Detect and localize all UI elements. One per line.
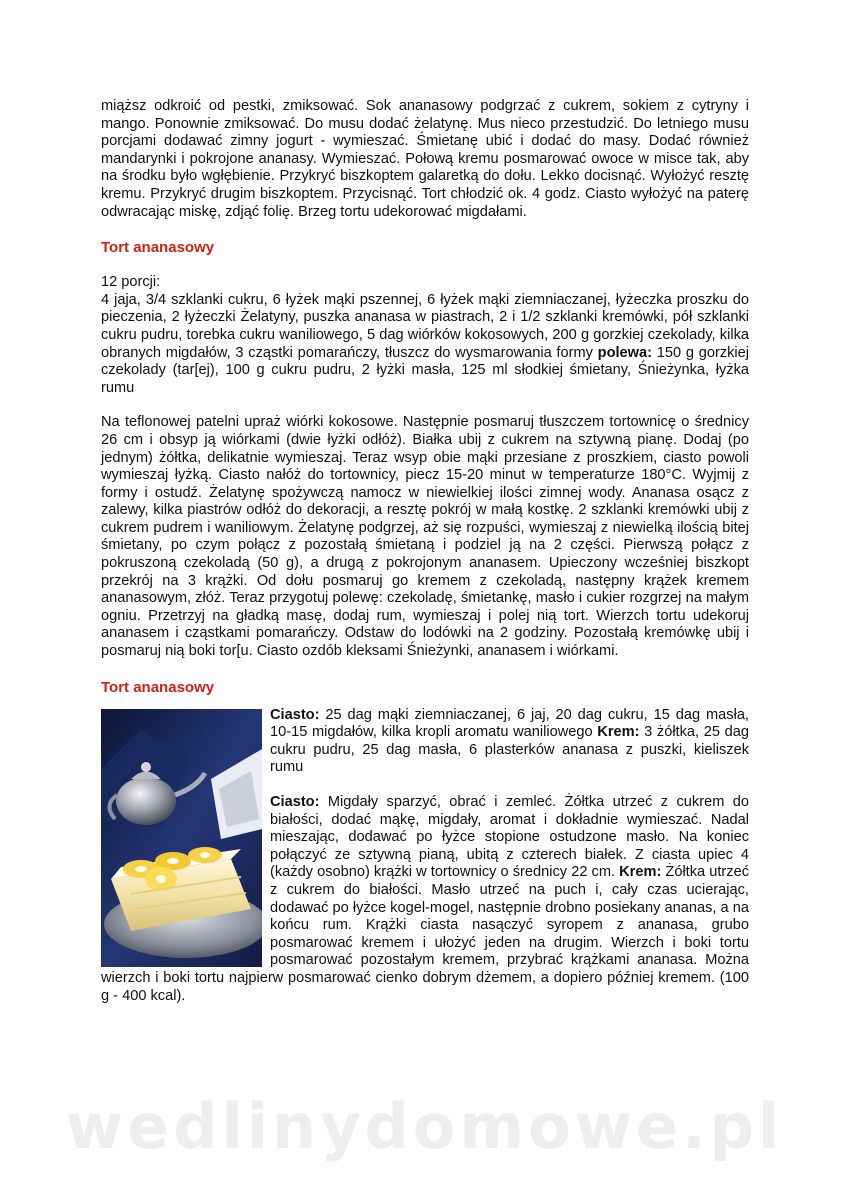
recipe1-portions: 12 porcji: bbox=[101, 274, 161, 291]
recipe1-title: Tort ananasowy bbox=[101, 239, 215, 257]
cake-photo-illustration bbox=[101, 709, 262, 967]
recipe2-method-ciasto-label: Ciasto: bbox=[270, 794, 320, 810]
recipe2-krem-label: Krem: bbox=[597, 724, 640, 741]
recipe2-method-krem-label: Krem: bbox=[619, 864, 662, 881]
cake-photo bbox=[101, 709, 262, 967]
recipe1-ingredients-text: 4 jaja, 3/4 szklanki cukru, 6 łyżek mąki pszennej, 6 łyżek mąki ziemniaczanej, łyżeczka proszku do pieczenia, 2 łyżeczki Żelatyny, puszka ananasa w piastrach, 2 i 1/2 szklanki kremówki, pół szklanki cukru pudru, torebka cukru waniliowego, 5 dag wiórków kokosowych, 200 g gorzkiej czekolady, kilka obranych migdałów, 3 cząstki pomarańczy, tłuszcz do wysmarowania formy bbox=[101, 291, 749, 361]
recipe1-method: Na teflonowej patelni upraż wiórki kokosowe. Następnie posmaruj tłuszczem tortownicę o średnicy 26 cm i obsyp ją wiórkami (dwie łyżki odłóż). Białka ubij z cukrem na sztywną pianę. Dodaj (po jednym) żółtka, delikatnie wymieszaj. Teraz wsyp obie mąki przesiane z proszkiem, ciasto powoli wymieszaj łyżką. Ciasto nałóż do tortownicy, piecz 15-20 minut w temperaturze 180°C. Wyjmij z formy i ostudź. Żelatynę spożywczą namocz w niewielkiej ilości zimnej wody. Ananasa osącz z zalewy, kilka piastrów odłóż do dekoracji, a resztę pokrój w małą kostkę. 2 szklanki kremówki ubij z cukrem pudrem i waniliowym. Żelatynę podgrzej, aż się rozpuści, wymieszaj z niewielką ilością bitej śmietany, po czym połącz z pozostałą śmietaną i podziel ją na 2 części. Pierwszą połącz z pokruszoną czekoladą (50 g), a drugą z pokrojonym ananasem. Upieczony wcześniej biszkopt przekrój na 3 krążki. Od dołu posmaruj go kremem z czekoladą, następny krążek kremem ananasowym, złóż. Teraz przygotuj polewę: czekoladę, śmietankę, masło i cukier rozgrzej na małym ogniu. Przetrzyj na gładką masę, dodaj rum, wymieszaj i polej nią tort. Wierzch tortu udekoruj ananasem i cząstkami pomarańczy. Odstaw do lodówki na 2 godziny. Pozostałą kremówkę ubij i posmaruj nią boki tor[u. Ciasto ozdób kleksami Śnieżynki, ananasem i wiórkami. bbox=[101, 414, 749, 660]
recipe1-polewa-text: 150 g gorzkiej czekolady (tar[ej), 100 g cukru pudru, 2 łyżki masła, 125 ml słodkiej śmietany, Śnieżynka, łyżka rumu bbox=[101, 344, 749, 396]
recipe2-ciasto-label: Ciasto: bbox=[270, 706, 320, 723]
document-body bbox=[101, 98, 749, 1005]
recipe2-method-krem: Żółtka utrzeć z cukrem do białości. Masło utrzeć na puch i, cały czas ucierając, dodawać po łyżce kogel-mogel, następnie drobno posiekany ananas, a na końcu rum. Krążki ciasta nasączyć syropem z ananasa, grubo posmarować kremem i ułożyć jeden na drugim. Wierzch i boki tortu posmarować pozostałym kremem, przybrać krążkami ananasa. Można wierzch i boki tortu najpierw posmarować cienko dobrym dżemem, a dopiero później kremem. (100 g - 400 kcal). bbox=[101, 864, 749, 1004]
recipe2-ciasto-ingredients: 25 dag mąki ziemniaczanej, 6 jaj, 20 dag cukru, 15 dag masła, 10-15 migdałów, kilka kropli aromatu waniliowego bbox=[270, 706, 749, 741]
recipe2-method-ciasto: Migdały sparzyć, obrać i zemleć. Żółtka utrzeć z cukrem do białości, dodać mąkę, migdały, aromat i dokładnie wymieszać. Nadal mieszając, dodawać po łyżce stopione ostudzone masło. Na koniec połączyć ze sztywną pianą, ubitą z czterech białek. Z ciasta upiec 4 (każdy osobno) krążki w tortownicy o średnicy 22 cm. bbox=[270, 794, 749, 881]
watermark: wedlinydomowe.pl bbox=[65, 1090, 784, 1163]
recipe1-polewa-label: polewa: bbox=[597, 344, 652, 361]
recipe1-ingredients bbox=[101, 292, 749, 398]
recipe2-krem-ingredients: 3 żółtka, 25 dag cukru pudru, 25 dag masła, 6 plasterków ananasa z puszki, kieliszek rumu bbox=[270, 724, 749, 776]
intro-paragraph: miąższ odkroić od pestki, zmiksować. Sok ananasowy podgrzać z cukrem, sokiem z cytryny i mango. Ponownie zmiksować. Do musu dodać żelatynę. Mus nieco przestudzić. Do letniego musu porcjami dodawać zimny jogurt - wymieszać. Śmietanę ubić i dodać do masy. Dodać również mandarynki i pokrojone ananasy. Wymieszać. Połową kremu posmarować owoce w misce tak, aby na środku było wgłębienie. Przykryć biszkoptem galaretką do dołu. Lekko docisnąć. Wyłożyć resztę kremu. Przykryć drugim biszkoptem. Przycisnąć. Tort chłodzić ok. 4 godz. Ciasto wyłożyć na paterę odwracając miskę, zdjąć folię. Brzeg tortu udekorować migdałami. bbox=[101, 98, 749, 220]
recipe2-block bbox=[101, 707, 749, 1006]
recipe2-title: Tort ananasowy bbox=[101, 678, 215, 696]
